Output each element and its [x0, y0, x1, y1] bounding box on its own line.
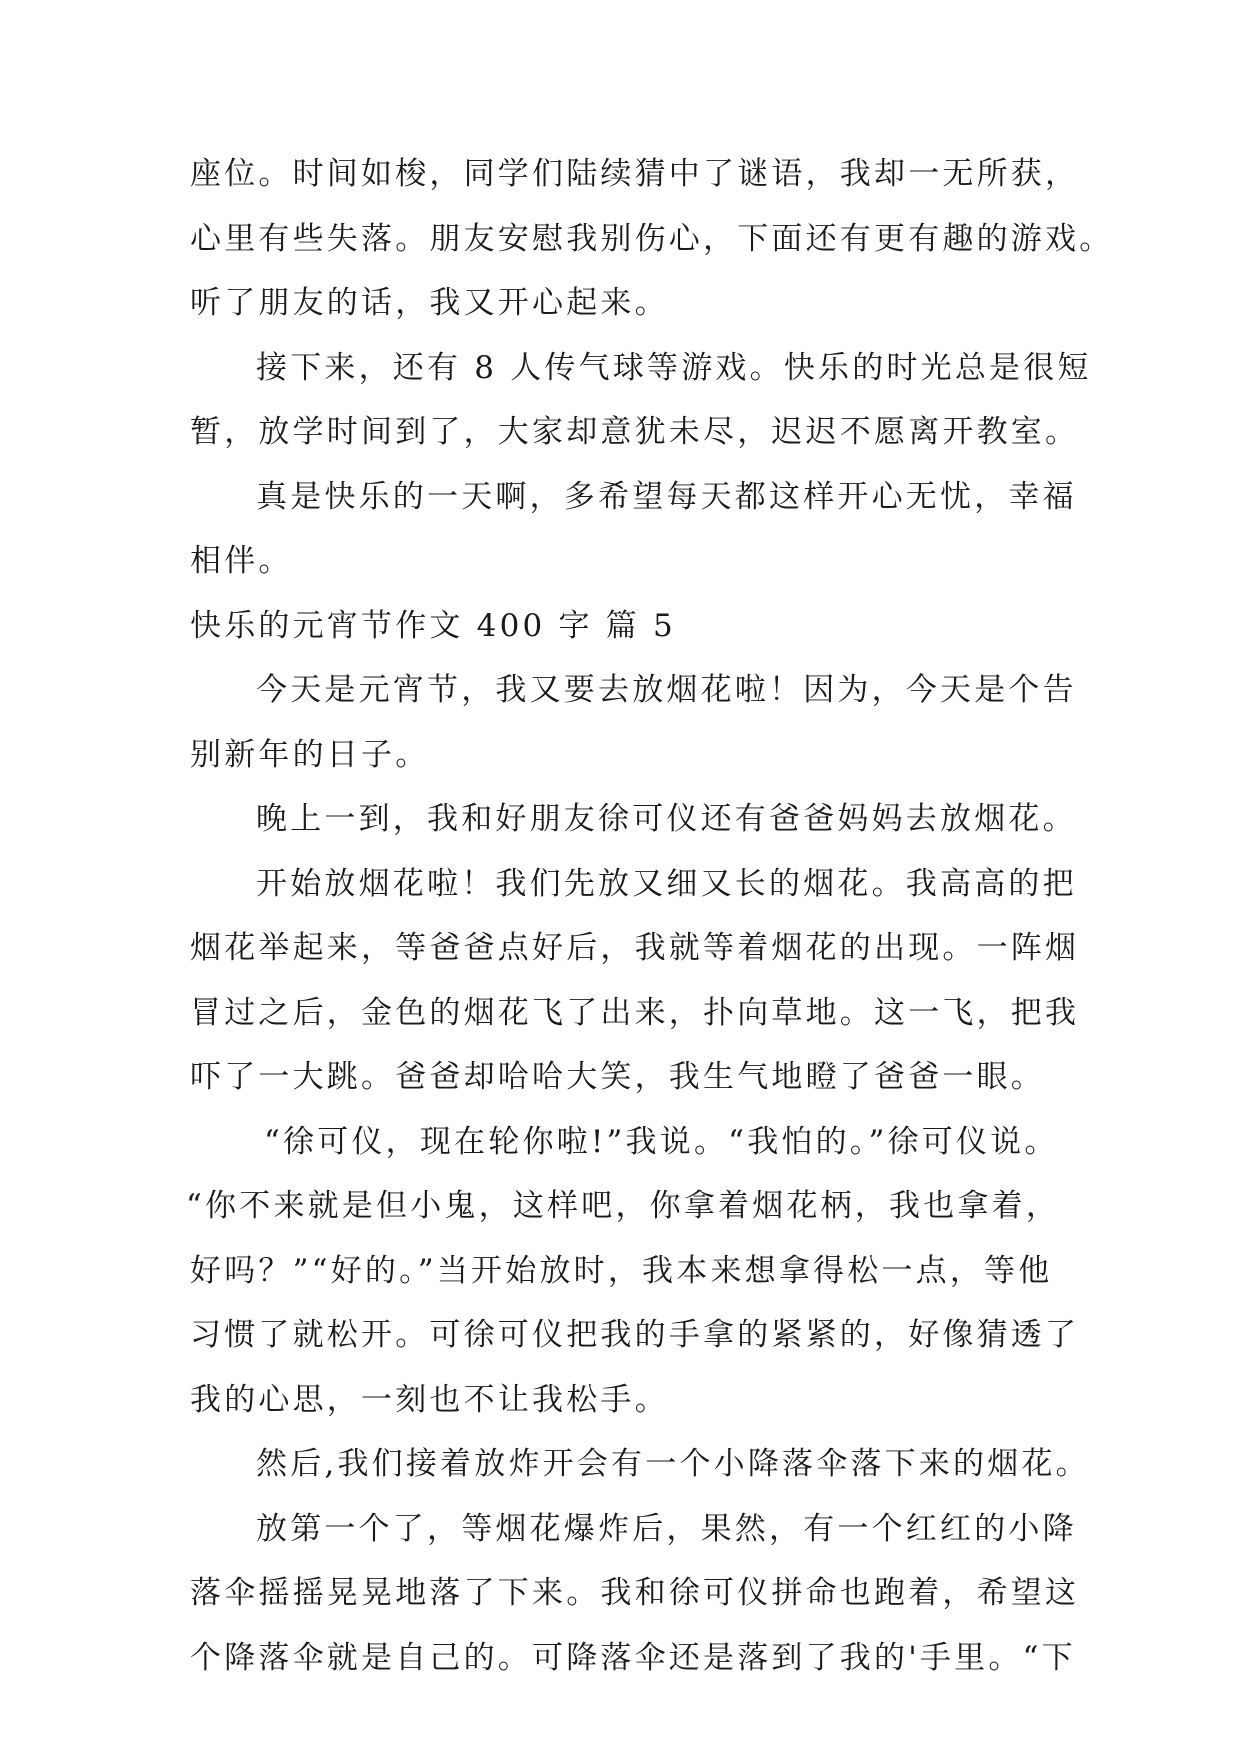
- paragraph-line: 真是快乐的一天啊，多希望每天都这样开心无忧，幸福: [256, 479, 1077, 515]
- paragraph-line: 放第一个了，等烟花爆炸后，果然，有一个红红的小降: [256, 1511, 1077, 1547]
- paragraph-line: 开始放烟花啦！我们先放又细又长的烟花。我高高的把: [256, 866, 1077, 902]
- paragraph-line: 心里有些失落。朋友安慰我别伤心，下面还有更有趣的游戏。: [190, 221, 1114, 257]
- paragraph-line: “你不来就是但小鬼，这样吧，你拿着烟花柄，我也拿着，: [186, 1188, 1061, 1224]
- paragraph-line: 别新年的日子。: [190, 737, 430, 773]
- paragraph-line: “徐可仪，现在轮你啦!”我说。“我怕的。”徐可仪说。: [264, 1124, 1059, 1160]
- paragraph-line: 接下来，还有 8 人传气球等游戏。快乐的时光总是很短: [256, 350, 1092, 386]
- paragraph-line: 晚上一到，我和好朋友徐可仪还有爸爸妈妈去放烟花。: [256, 801, 1077, 837]
- paragraph-line: 习惯了就松开。可徐可仪把我的手拿的紧紧的，好像猜透了: [190, 1317, 1080, 1353]
- paragraph-line: 好吗？”“好的。”当开始放时，我本来想拿得松一点，等他: [190, 1253, 1053, 1289]
- paragraph-line: 冒过之后，金色的烟花飞了出来，扑向草地。这一飞，把我: [190, 995, 1080, 1031]
- paragraph-line: 相伴。: [190, 543, 293, 579]
- paragraph-line: 然后,我们接着放炸开会有一个小降落伞落下来的烟花。: [256, 1446, 1090, 1482]
- paragraph-line: 今天是元宵节，我又要去放烟花啦！因为，今天是个告: [256, 672, 1077, 708]
- paragraph-line: 落伞摇摇晃晃地落了下来。我和徐可仪拼命也跑着，希望这: [190, 1575, 1080, 1611]
- paragraph-line: 个降落伞就是自己的。可降落伞还是落到了我的'手里。“下: [190, 1640, 1076, 1676]
- section-heading: 快乐的元宵节作文 400 字 篇 5: [190, 608, 676, 644]
- paragraph-line: 烟花举起来，等爸爸点好后，我就等着烟花的出现。一阵烟: [190, 930, 1080, 966]
- paragraph-line: 听了朋友的话，我又开心起来。: [190, 285, 669, 321]
- paragraph-line: 座位。时间如梭，同学们陆续猜中了谜语，我却一无所获，: [190, 156, 1080, 192]
- paragraph-line: 吓了一大跳。爸爸却哈哈大笑，我生气地瞪了爸爸一眼。: [190, 1059, 1045, 1095]
- paragraph-line: 暂，放学时间到了，大家却意犹未尽，迟迟不愿离开教室。: [190, 414, 1080, 450]
- paragraph-line: 我的心思，一刻也不让我松手。: [190, 1382, 669, 1418]
